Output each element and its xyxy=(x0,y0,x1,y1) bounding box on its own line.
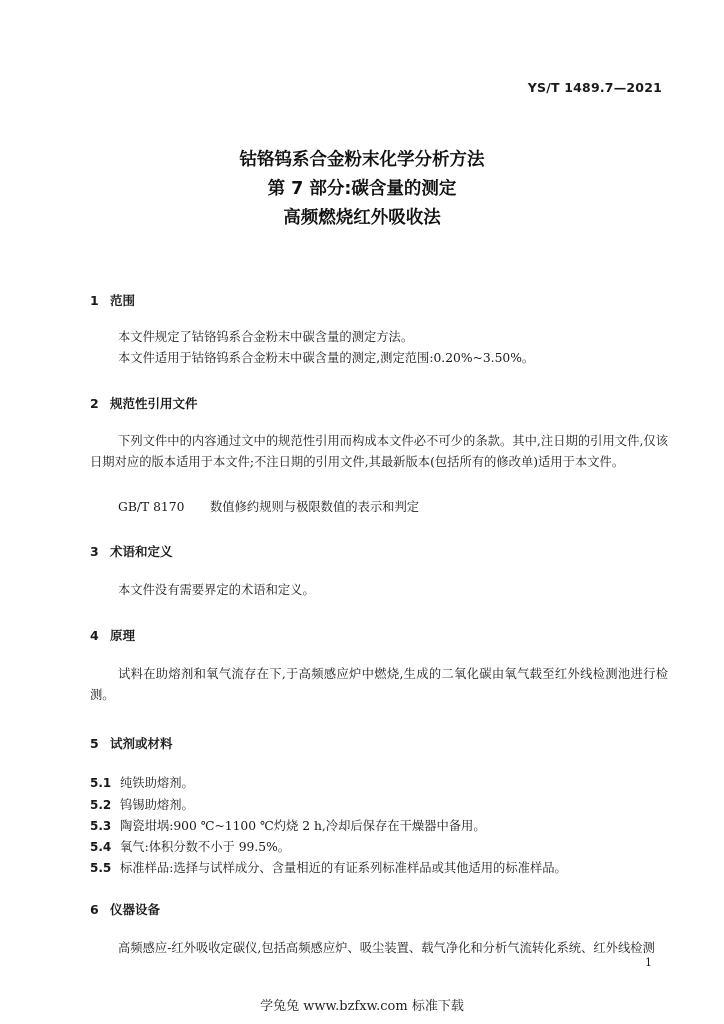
section-heading-scope xyxy=(90,291,135,309)
item-number: 5.5 xyxy=(90,861,112,875)
page-number: 1 xyxy=(645,956,652,969)
scope-line-1: 本文件规定了钴铬钨系合金粉末中碳含量的测定方法。 xyxy=(118,330,414,344)
section-number: 5 xyxy=(90,736,99,751)
section-number: 2 xyxy=(90,396,99,411)
reagent-item xyxy=(90,858,567,876)
item-number: 5.1 xyxy=(90,776,112,790)
document-title xyxy=(0,146,724,233)
section-title: 术语和定义 xyxy=(110,544,173,559)
section-heading-normative-references xyxy=(90,394,198,412)
section-heading-apparatus xyxy=(90,900,160,918)
section-number: 3 xyxy=(90,544,99,559)
reagent-item xyxy=(90,816,486,834)
standard-code: YS/T 1489.7—2021 xyxy=(527,80,662,95)
section-title: 原理 xyxy=(110,628,136,643)
item-text: 氧气:体积分数不小于 99.5%。 xyxy=(120,840,291,854)
section-title: 仪器设备 xyxy=(110,902,161,917)
title-line-3: 高频燃烧红外吸收法 xyxy=(283,208,441,228)
principle-paragraph: 试料在助熔剂和氧气流存在下,于高频感应炉中燃烧,生成的二氧化碳由氧气载至红外线检测池进行检测。 xyxy=(90,667,668,702)
title-line-2: 第 7 部分:碳含量的测定 xyxy=(267,179,457,199)
footer-watermark-text: 学兔兔 www.bzfxw.com 标准下载 xyxy=(260,999,464,1014)
item-text: 陶瓷坩埚:900 ℃~1100 ℃灼烧 2 h,冷却后保存在干燥器中备用。 xyxy=(120,819,486,833)
section-number: 4 xyxy=(90,628,99,643)
scope-line-2: 本文件适用于钴铬钨系合金粉末中碳含量的测定,测定范围:0.20%~3.50%。 xyxy=(118,351,535,365)
terms-text: 本文件没有需要界定的术语和定义。 xyxy=(118,583,315,597)
reagent-item xyxy=(90,837,290,855)
section-heading-reagents xyxy=(90,734,173,752)
section-title: 范围 xyxy=(110,293,136,308)
reagent-item xyxy=(90,795,194,813)
reference-entry xyxy=(118,497,419,515)
section-heading-terms xyxy=(90,542,173,560)
item-text: 纯铁助熔剂。 xyxy=(120,776,194,790)
section-title: 规范性引用文件 xyxy=(110,396,198,411)
section-number: 6 xyxy=(90,902,99,917)
section-heading-principle xyxy=(90,626,135,644)
item-number: 5.2 xyxy=(90,798,112,812)
item-text: 钨锡助熔剂。 xyxy=(120,798,194,812)
title-line-1: 钴铬钨系合金粉末化学分析方法 xyxy=(239,150,485,170)
item-number: 5.3 xyxy=(90,819,112,833)
reagent-item xyxy=(90,773,194,791)
item-text: 标准样品:选择与试样成分、含量相近的有证系列标准样品或其他适用的标准样品。 xyxy=(120,861,567,875)
section-number: 1 xyxy=(90,293,99,308)
apparatus-text: 高频感应-红外吸收定碳仪,包括高频感应炉、吸尘装置、载气净化和分析气流转化系统、红外线检测 xyxy=(118,941,655,955)
reference-code: GB/T 8170 xyxy=(118,500,185,514)
reference-title: 数值修约规则与极限数值的表示和判定 xyxy=(210,500,420,514)
normative-references-paragraph: 下列文件中的内容通过文中的规范性引用而构成本文件必不可少的条款。其中,注日期的引用文件,仅该日期对应的版本适用于本文件;不注日期的引用文件,其最新版本(包括所有的修改单)适用于本文件。 xyxy=(90,434,668,469)
item-number: 5.4 xyxy=(90,840,112,854)
section-title: 试剂或材料 xyxy=(110,736,173,751)
